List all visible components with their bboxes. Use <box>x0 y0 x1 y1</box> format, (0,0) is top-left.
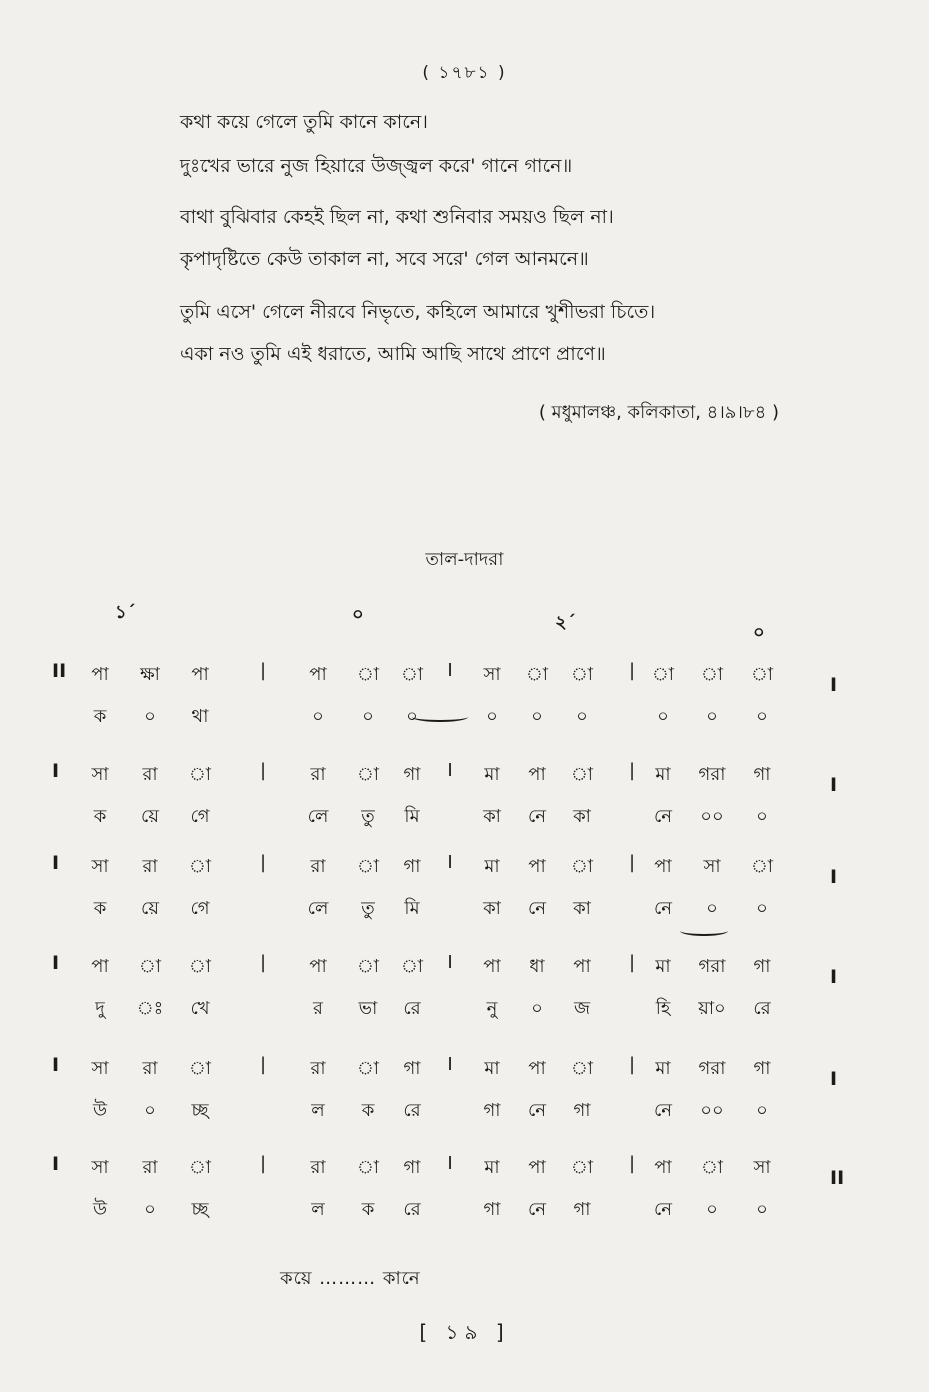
swara-note: রা <box>310 1058 326 1079</box>
lyric-syllable: য়া০ <box>698 998 726 1019</box>
source-citation: ( মধুমালঞ্চ, কলিকাতা, ৪।৯।৮৪ ) <box>538 402 779 423</box>
lyric-syllable: ঃ <box>136 998 164 1019</box>
swara-note: া <box>356 856 380 877</box>
beat-divider: | <box>259 760 267 781</box>
lyric-syllable: য়ে <box>141 898 159 919</box>
swara-note: পা <box>654 856 672 877</box>
end-barline: I <box>830 866 838 888</box>
swara-note: া <box>570 664 594 685</box>
swara-note: পা <box>573 956 591 977</box>
beat-divider: I <box>447 1054 453 1075</box>
swara-note: সা <box>91 1157 109 1178</box>
lyric-syllable: ০ <box>706 1199 718 1220</box>
beat-divider: | <box>628 660 636 681</box>
lyric-syllable: রে <box>403 998 421 1019</box>
beat-mark: ০ <box>352 604 364 625</box>
start-barline: I <box>52 952 60 974</box>
page-number: [ ১৯ ] <box>419 1320 510 1344</box>
swara-note: মা <box>484 764 500 785</box>
swara-note: গরা <box>698 1058 726 1079</box>
lyric-syllable: ০ <box>576 706 588 727</box>
lyric-syllable: হি <box>655 998 671 1019</box>
swara-note: া <box>400 956 424 977</box>
end-barline: I <box>830 966 838 988</box>
swara-note: া <box>400 664 424 685</box>
lyric-syllable: ক <box>93 706 107 727</box>
swara-note: পা <box>654 1157 672 1178</box>
beat-divider: | <box>259 852 267 873</box>
header-number: ( ১৭৮১ ) <box>422 63 507 83</box>
end-barline: II <box>830 1167 845 1189</box>
notation-row <box>0 1054 929 1134</box>
swara-note: া <box>188 1157 212 1178</box>
lyric-syllable: ০ <box>706 706 718 727</box>
swara-note: পা <box>483 956 501 977</box>
beat-divider: | <box>259 660 267 681</box>
swara-note: রা <box>310 856 326 877</box>
beat-divider: I <box>447 1153 453 1174</box>
swara-note: সা <box>91 764 109 785</box>
lyric-syllable: গা <box>483 1199 501 1220</box>
swara-note: পা <box>91 664 109 685</box>
lyric-syllable: কা <box>573 898 591 919</box>
beat-divider: | <box>259 1054 267 1075</box>
swara-note: সা <box>91 856 109 877</box>
lyric-syllable: লে <box>307 898 329 919</box>
beat-mark: ২´ <box>555 612 576 633</box>
beat-mark: ০ <box>753 622 765 643</box>
swara-note: পা <box>528 1058 546 1079</box>
beat-divider: | <box>628 852 636 873</box>
swara-note: া <box>570 1157 594 1178</box>
lyric-line: তুমি এসে' গেলে নীরবে নিভৃতে, কহিলে আমারে খুশীভরা চিতে। <box>180 301 656 323</box>
lyric-syllable: ০ <box>144 1100 156 1121</box>
swara-note: া <box>700 664 724 685</box>
swara-note: া <box>356 1157 380 1178</box>
beat-divider: I <box>447 660 453 681</box>
lyric-syllable: ক <box>93 898 107 919</box>
swara-note: মা <box>484 856 500 877</box>
swara-note: মা <box>484 1157 500 1178</box>
lyric-syllable: গে <box>190 806 210 827</box>
swara-note: গা <box>403 1058 421 1079</box>
swara-note: া <box>188 956 212 977</box>
swara-note: মা <box>655 956 671 977</box>
lyric-syllable: কা <box>483 806 501 827</box>
lyric-syllable: তু <box>361 898 375 919</box>
swara-note: সা <box>483 664 501 685</box>
lyric-syllable: লে <box>307 806 329 827</box>
swara-note: পা <box>309 664 327 685</box>
start-barline: I <box>52 760 60 782</box>
swara-note: া <box>750 856 774 877</box>
swara-note: সা <box>753 1157 771 1178</box>
lyric-syllable: ল <box>311 1199 325 1220</box>
lyric-line: বাথা বুঝিবার কেহই ছিল না, কথা শুনিবার সময়ও ছিল না। <box>180 206 614 228</box>
swara-note: গা <box>753 764 771 785</box>
lyric-syllable: ভা <box>358 998 378 1019</box>
lyric-syllable: ০ <box>756 1100 768 1121</box>
lyric-syllable: নে <box>653 1199 673 1220</box>
swara-note: রা <box>142 1157 158 1178</box>
lyric-syllable: গা <box>573 1199 591 1220</box>
swara-note: পা <box>309 956 327 977</box>
lyric-syllable: নে <box>653 806 673 827</box>
swara-note: গা <box>403 856 421 877</box>
lyric-syllable: ক <box>93 806 107 827</box>
swara-note: পা <box>528 1157 546 1178</box>
lyric-syllable: উ <box>92 1100 108 1121</box>
end-barline: I <box>830 1068 838 1090</box>
swara-note: মা <box>484 1058 500 1079</box>
lyric-syllable: ০ <box>657 706 669 727</box>
lyric-syllable: ০ <box>756 898 768 919</box>
lyric-syllable: কা <box>573 806 591 827</box>
lyric-syllable: দু <box>95 998 105 1019</box>
beat-divider: I <box>447 952 453 973</box>
swara-note: া <box>188 764 212 785</box>
beat-divider: | <box>628 760 636 781</box>
beat-divider: | <box>259 952 267 973</box>
swara-note: া <box>356 1058 380 1079</box>
lyric-syllable: ০ <box>531 706 543 727</box>
lyric-syllable: উ <box>92 1199 108 1220</box>
lyric-line: কৃপাদৃষ্টিতে কেউ তাকাল না, সবে সরে' গেল আনমনে॥ <box>180 248 589 270</box>
lyric-syllable: গে <box>190 898 210 919</box>
footer-cue: কয়ে ……… কানে <box>280 1268 421 1289</box>
swara-note: রা <box>142 1058 158 1079</box>
lyric-syllable: ক <box>361 1199 375 1220</box>
lyric-syllable: ০০ <box>700 1100 724 1121</box>
lyric-syllable: র <box>313 998 323 1019</box>
notation-row <box>0 1153 929 1233</box>
swara-note: রা <box>142 856 158 877</box>
lyric-syllable: ল <box>311 1100 325 1121</box>
lyric-syllable: ০ <box>486 706 498 727</box>
swara-note: পা <box>91 956 109 977</box>
beat-divider: I <box>447 852 453 873</box>
swara-note: া <box>138 956 162 977</box>
start-barline: II <box>52 660 67 682</box>
beat-divider: I <box>447 760 453 781</box>
swara-note: সা <box>91 1058 109 1079</box>
swara-note: া <box>525 664 549 685</box>
swara-note: গা <box>403 764 421 785</box>
swara-note: রা <box>142 764 158 785</box>
lyric-syllable: রে <box>403 1199 421 1220</box>
lyric-syllable: মি <box>404 806 420 827</box>
lyric-syllable: কা <box>483 898 501 919</box>
swara-note: পা <box>528 856 546 877</box>
lyric-syllable: নে <box>653 1100 673 1121</box>
lyric-line: দুঃখের ভারে নুজ হিয়ারে উজ্জ্বল করে' গানে গানে॥ <box>180 155 573 177</box>
beat-mark: ১´ <box>115 602 136 623</box>
lyric-line: কথা কয়ে গেলে তুমি কানে কানে। <box>180 111 428 133</box>
lyric-syllable: ক <box>361 1100 375 1121</box>
notation-row <box>0 952 929 1032</box>
lyric-syllable: ০ <box>144 1199 156 1220</box>
swara-note: া <box>700 1157 724 1178</box>
lyric-syllable: খে <box>190 998 210 1019</box>
swara-note: া <box>570 764 594 785</box>
swara-note: া <box>188 1058 212 1079</box>
lyric-syllable: থা <box>191 706 209 727</box>
lyric-syllable: ০ <box>706 898 718 919</box>
lyric-syllable: ০ <box>406 706 418 727</box>
lyric-syllable: চ্ছ <box>191 1199 209 1220</box>
lyric-syllable: নে <box>527 1100 547 1121</box>
lyric-syllable: জ <box>573 998 591 1019</box>
notation-row <box>0 760 929 840</box>
swara-note: া <box>188 856 212 877</box>
swara-note: া <box>356 764 380 785</box>
swara-note: ধা <box>529 956 545 977</box>
lyric-syllable: ০ <box>756 706 768 727</box>
lyric-syllable: নে <box>653 898 673 919</box>
lyric-syllable: ০০ <box>700 806 724 827</box>
tala-heading: তাল-দাদরা <box>425 549 504 570</box>
swara-note: মা <box>655 1058 671 1079</box>
lyric-syllable: ০ <box>144 706 156 727</box>
swara-note: া <box>356 664 380 685</box>
lyric-syllable: গা <box>573 1100 591 1121</box>
start-barline: I <box>52 1054 60 1076</box>
swara-note: গা <box>753 956 771 977</box>
lyric-syllable: নে <box>527 1199 547 1220</box>
notation-row <box>0 660 929 740</box>
lyric-syllable: রে <box>403 1100 421 1121</box>
slur-mark <box>412 712 468 722</box>
swara-note: পা <box>528 764 546 785</box>
notation-row <box>0 852 929 932</box>
slur-mark <box>680 926 728 936</box>
swara-note: ক্ষা <box>140 664 160 685</box>
swara-note: া <box>570 856 594 877</box>
beat-divider: | <box>628 952 636 973</box>
swara-note: সা <box>703 856 721 877</box>
swara-note: পা <box>191 664 209 685</box>
lyric-syllable: ০ <box>756 1199 768 1220</box>
swara-note: গরা <box>698 764 726 785</box>
lyric-syllable: গা <box>483 1100 501 1121</box>
swara-note: গা <box>753 1058 771 1079</box>
lyric-syllable: চ্ছ <box>191 1100 209 1121</box>
lyric-syllable: মি <box>404 898 420 919</box>
swara-note: া <box>750 664 774 685</box>
swara-note: রা <box>310 1157 326 1178</box>
end-barline: I <box>830 674 838 696</box>
lyric-syllable: ০ <box>362 706 374 727</box>
swara-note: গরা <box>698 956 726 977</box>
lyric-syllable: ০ <box>756 806 768 827</box>
lyric-line: একা নও তুমি এই ধরাতে, আমি আছি সাথে প্রাণে প্রাণে॥ <box>180 343 606 365</box>
swara-note: া <box>356 956 380 977</box>
swara-note: রা <box>310 764 326 785</box>
swara-note: মা <box>655 764 671 785</box>
swara-note: া <box>651 664 675 685</box>
lyric-syllable: ০ <box>531 998 543 1019</box>
beat-divider: | <box>628 1153 636 1174</box>
start-barline: I <box>52 1153 60 1175</box>
beat-divider: | <box>628 1054 636 1075</box>
end-barline: I <box>830 774 838 796</box>
swara-note: গা <box>403 1157 421 1178</box>
lyric-syllable: নে <box>527 806 547 827</box>
lyric-syllable: নে <box>527 898 547 919</box>
lyric-syllable: য়ে <box>141 806 159 827</box>
start-barline: I <box>52 852 60 874</box>
lyric-syllable: নু <box>486 998 498 1019</box>
beat-divider: | <box>259 1153 267 1174</box>
swara-note: া <box>570 1058 594 1079</box>
lyric-syllable: ০ <box>312 706 324 727</box>
lyric-syllable: রে <box>753 998 771 1019</box>
lyric-syllable: তু <box>361 806 375 827</box>
